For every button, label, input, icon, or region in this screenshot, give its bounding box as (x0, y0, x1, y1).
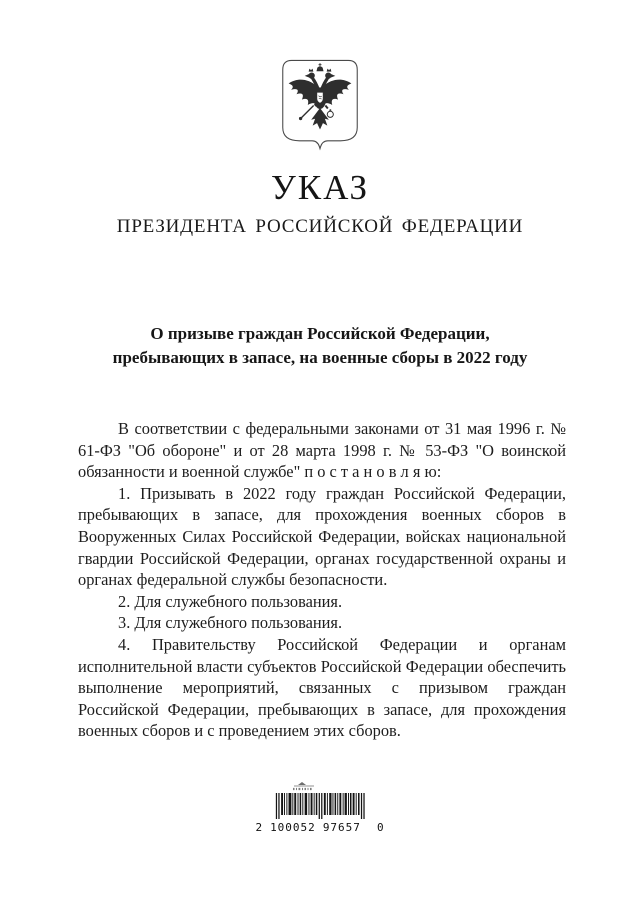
paragraph-item-4: 4. Правительству Российской Федерации и органам исполнительной власти субъектов Российской Федерации обеспечить выполнение мероприятий, связанных с призывом граждан Российской Федерации, пребывающих в запасе, для прохождения военных сборов и с проведением этих сборов. (78, 634, 566, 741)
barcode-group-2: 97657 (322, 821, 361, 834)
subject-line-1: О призыве граждан Российской Федерации, (150, 324, 490, 343)
paragraph-preamble: В соответствии с федеральными законами от 31 мая 1996 г. № 61-ФЗ "Об обороне" и от 28 марта 1998 г. № 53-ФЗ "О воинской обязанности и военной службе" п о с т а н о в л я ю: (78, 419, 566, 482)
barcode-group-1: 100052 (270, 821, 316, 834)
russia-coat-of-arms-icon (275, 57, 365, 155)
subject-line-2: пребывающих в запасе, на военные сборы в 2022 году (112, 347, 528, 367)
document-type-title: УКАЗ (270, 168, 370, 207)
barcode-bars (272, 793, 368, 820)
barcode-right-digit: 0 (376, 821, 385, 834)
document-subject (55, 322, 585, 369)
paragraph-item-1: 1. Призывать в 2022 году граждан Российской Федерации, пребывающих в запасе, для прохождения военных сборов в Вооруженных Силах Российской Федерации, войсках национальной гвардии Российской Федерации, органах государственной охраны и органах федеральной службы безопасности. (78, 483, 566, 590)
print-registration-mark-icon (288, 781, 318, 793)
double-headed-eagle-icon (289, 63, 352, 129)
document-body (78, 418, 566, 742)
barcode-digits (255, 821, 384, 834)
publication-barcode (0, 781, 640, 834)
paragraph-item-3: 3. Для служебного пользования. (118, 613, 343, 633)
barcode-left-digit: 2 (255, 821, 264, 834)
paragraph-item-2: 2. Для служебного пользования. (118, 591, 343, 611)
document-issuer: ПРЕЗИДЕНТА РОССИЙСКОЙ ФЕДЕРАЦИИ (116, 216, 524, 237)
